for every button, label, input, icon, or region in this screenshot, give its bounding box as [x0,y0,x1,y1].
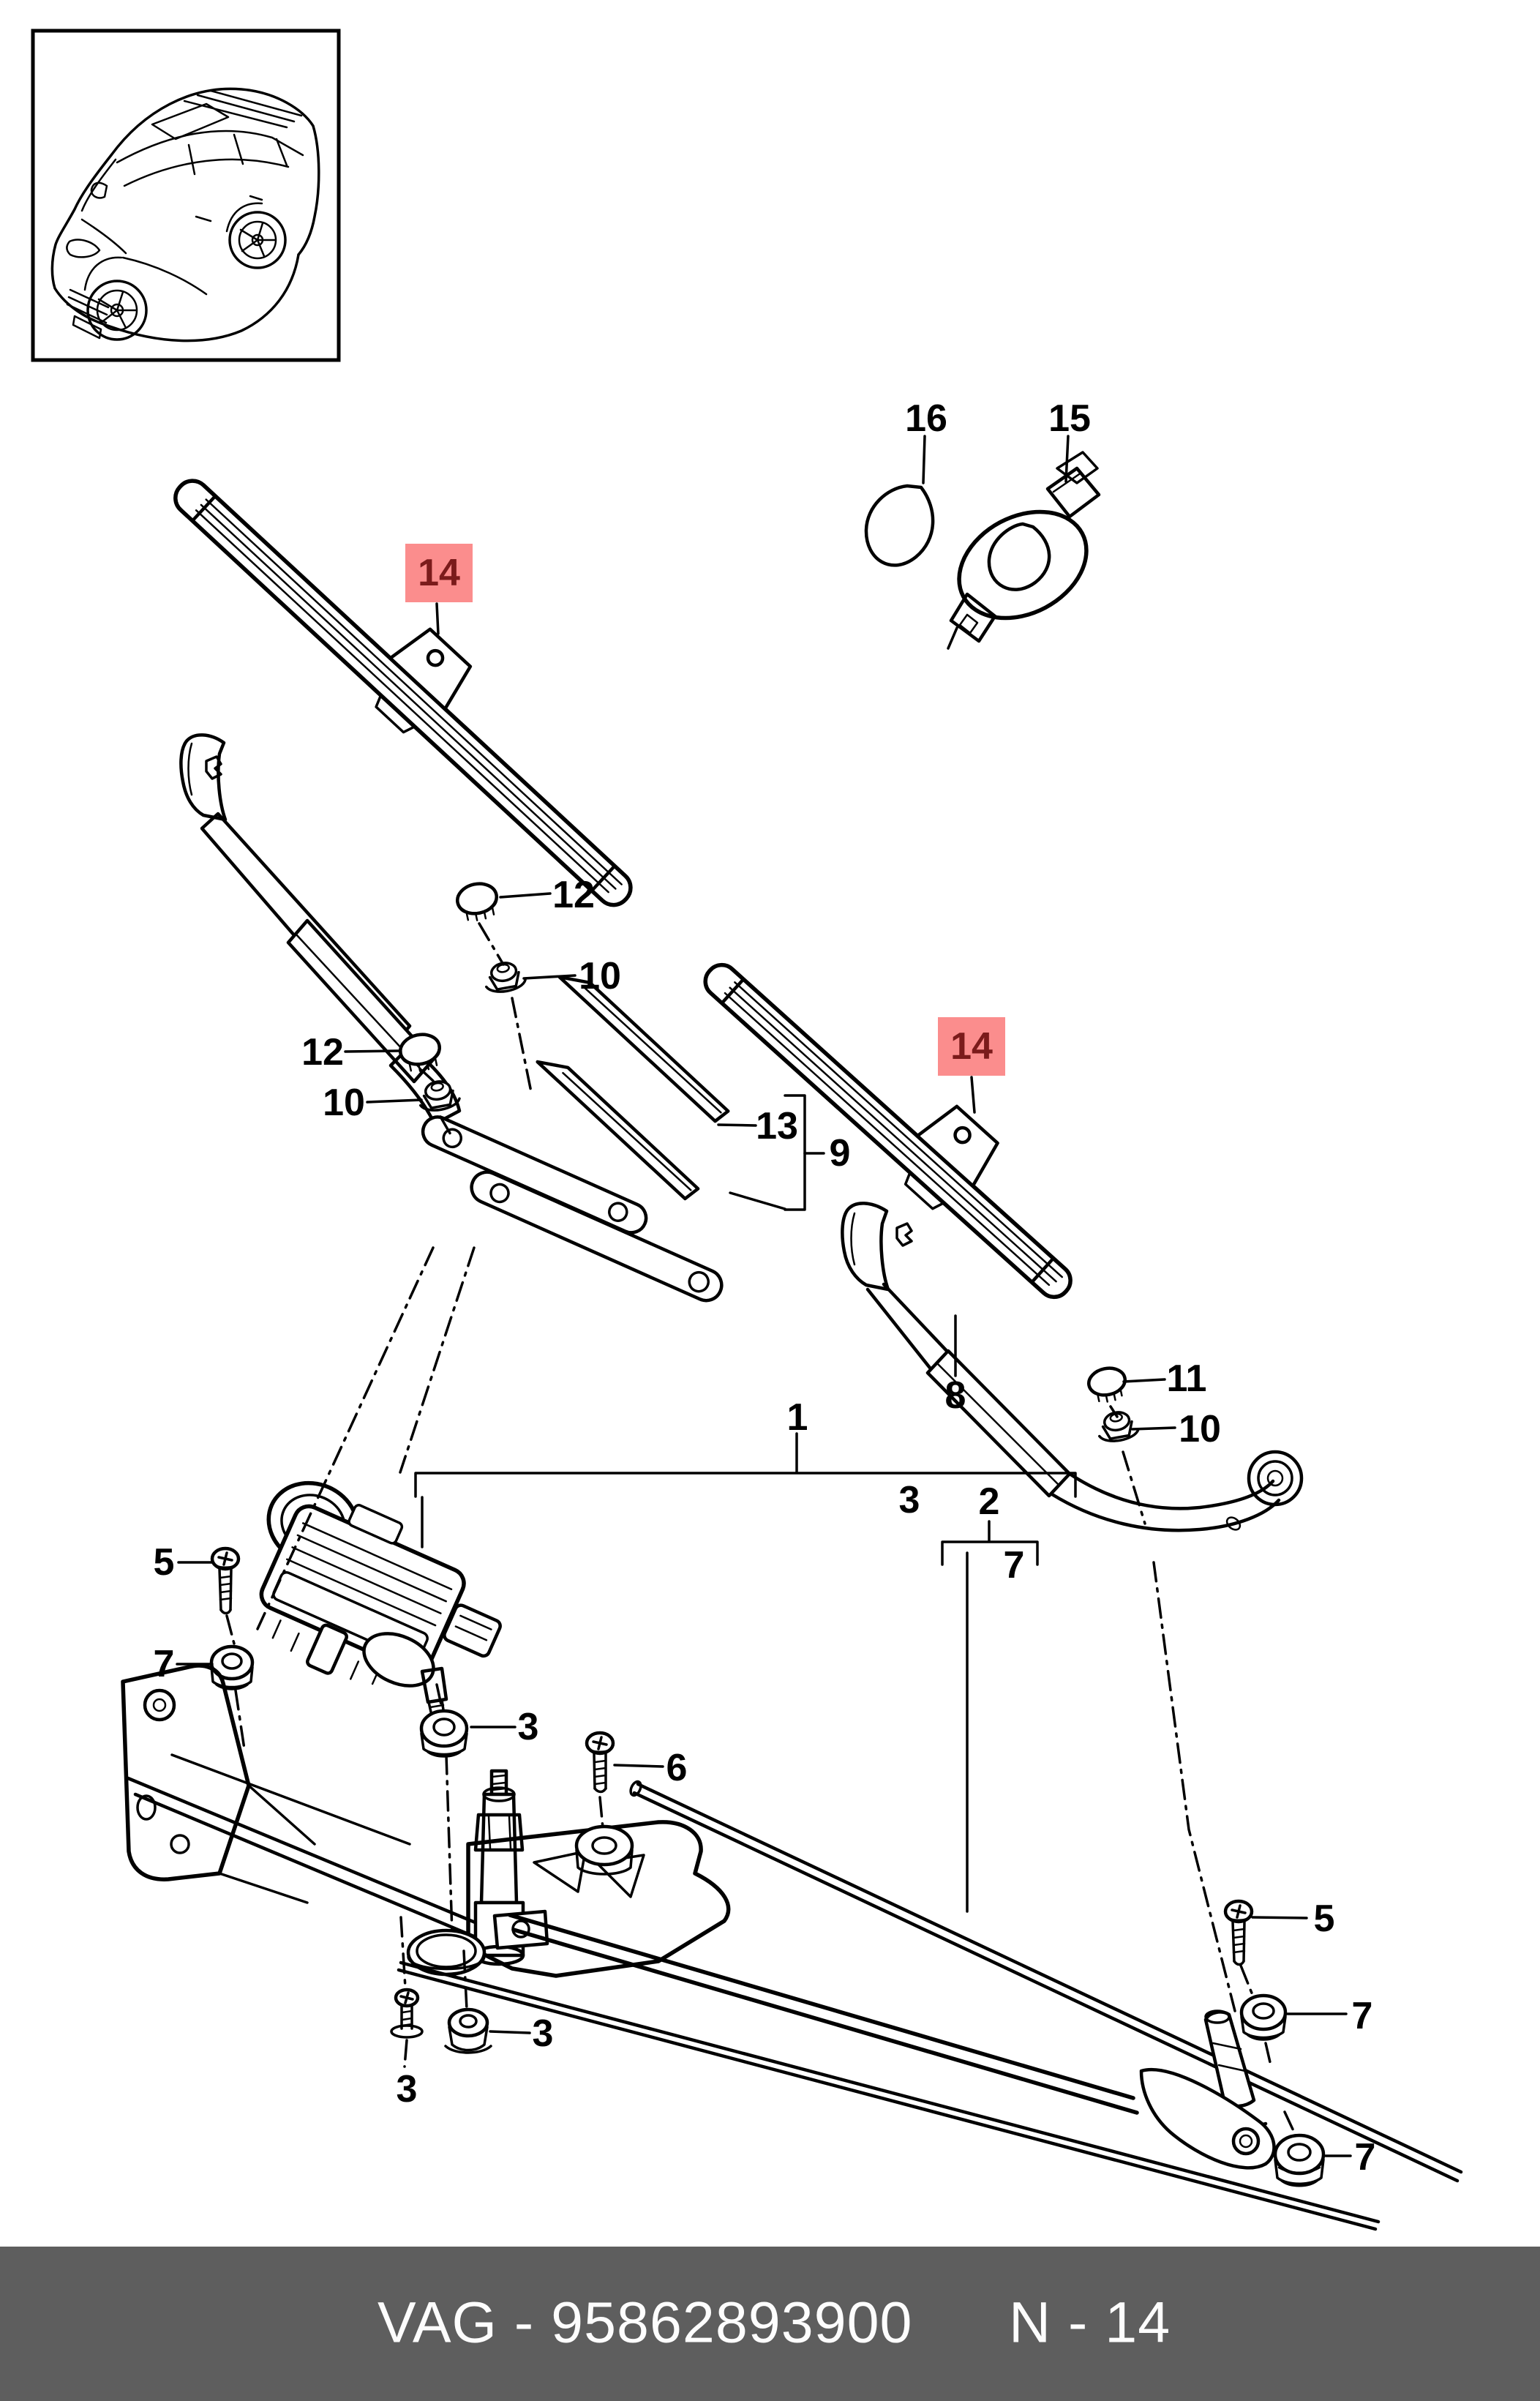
callout-1: 1 [786,1396,808,1439]
group-bracket-1 [416,1434,1075,1547]
screw-5-left [212,1548,238,1614]
nut-10-arm2 [1096,1409,1140,1444]
nut-3-bottom [446,2009,491,2053]
screw-6 [587,1733,613,1792]
grommet-7-lower-right [1275,2135,1323,2186]
callout-8: 8 [944,1374,966,1417]
callout-7-lower-right: 7 [1354,2136,1376,2179]
plate-boss [576,1827,632,1874]
highlighted-callout-14-blade1[interactable]: 14 [405,544,473,602]
cap-12-upper [454,880,500,924]
callout-2: 2 [978,1480,1000,1523]
nozzle-gasket-16 [866,436,933,565]
wiper-blade-2 [691,923,1109,1312]
callout-3-bracket: 3 [898,1479,920,1521]
grommet-7-upper-right [1242,1996,1285,2039]
front-wheel [88,281,146,340]
washer-nozzle-15 [941,436,1105,648]
wiper-blade-1 [161,439,670,921]
cap-11 [1086,1365,1129,1404]
highlighted-callout-14-blade2[interactable]: 14 [938,1017,1005,1076]
callout-12-upper: 12 [552,874,595,916]
callout-5-right: 5 [1313,1898,1335,1940]
callout-9: 9 [829,1132,851,1175]
callout-7-left: 7 [153,1643,175,1685]
callout-10-upper: 10 [579,955,621,997]
callout-12-lower: 12 [301,1031,344,1074]
wiper-motor [242,1469,522,1730]
callout-16: 16 [905,397,947,440]
nut-10-upper [483,960,527,995]
right-pivot [1141,2011,1274,2168]
callout-13: 13 [756,1105,798,1147]
screw-3-bottom [391,1990,422,2037]
vehicle-thumbnail [33,31,339,360]
footer-part-number: VAG - 95862893900 [378,2288,913,2354]
callout-10-arm2: 10 [1179,1408,1221,1450]
callout-7-upper-right: 7 [1351,1995,1373,2037]
callout-3-nut: 3 [532,2012,554,2055]
callout-3-screw: 3 [396,2068,418,2110]
grommet-7-left [211,1647,252,1689]
callout-11: 11 [1166,1357,1207,1400]
callout-5-left: 5 [153,1541,175,1584]
mount-frame [123,1666,729,1976]
callout-7-sub: 7 [1003,1544,1025,1587]
callout-15: 15 [1048,397,1091,440]
screw-5-right [1225,1901,1252,1965]
footer-page-number: N - 14 [1009,2288,1171,2354]
callout-3-motor: 3 [517,1706,539,1748]
grommet-3-motor [421,1711,467,1756]
footer-bar [0,2247,1540,2401]
callout-6: 6 [666,1747,688,1789]
callout-10-lower: 10 [323,1082,365,1124]
